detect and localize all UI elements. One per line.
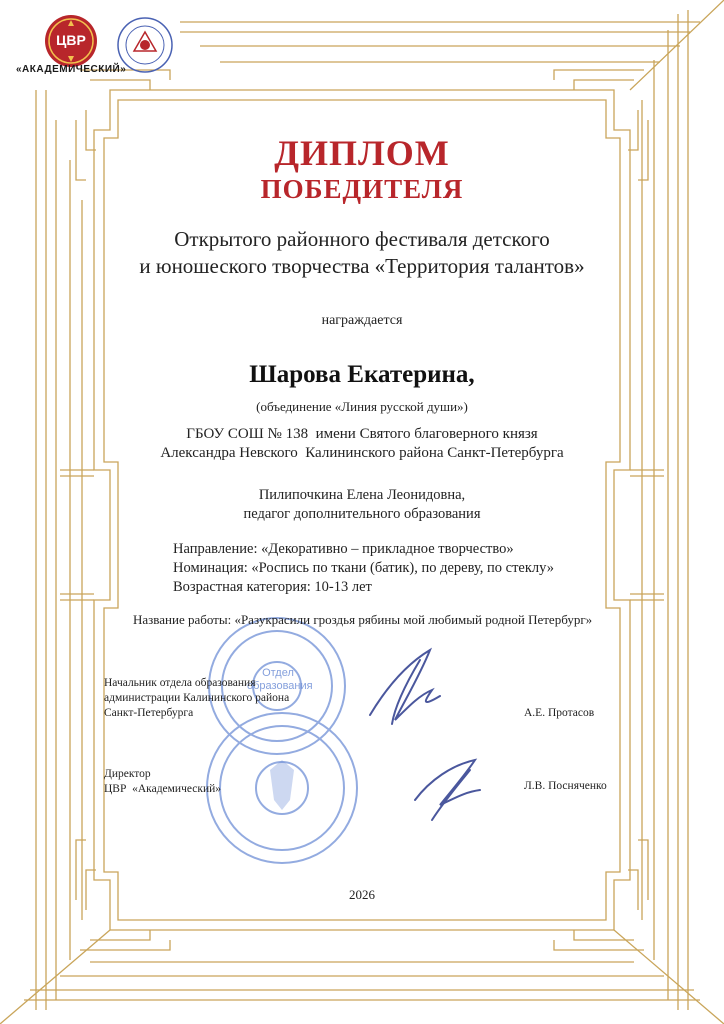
- teacher-name: Пилипочкина Елена Леонидовна,: [258, 487, 466, 503]
- logo-caption: «АКАДЕМИЧЕСКИЙ»: [16, 64, 127, 75]
- year: 2026: [349, 887, 375, 902]
- recipient-association: (объединение «Линия русской души»): [256, 399, 468, 414]
- school-info: [0, 425, 724, 463]
- signatory-2-line-2: ЦВР «Академический»: [104, 783, 222, 795]
- competition-details: [173, 540, 554, 597]
- signatory-1-line-3: Санкт-Петербурга: [104, 707, 194, 719]
- signatory-2-name: Л.В. Посняченко: [524, 780, 607, 792]
- school-line-1: ГБОУ СОШ № 138 имени Святого благоверного князя: [186, 426, 538, 442]
- direction: Направление: «Декоративно – прикладное творчество»: [173, 541, 514, 557]
- signatory-1-title: [104, 676, 289, 721]
- diploma-title: ДИПЛОМ: [274, 133, 450, 173]
- work-title: Название работы: «Разукрасили гроздья рябины мой любимый родной Петербург»: [133, 612, 593, 627]
- school-line-2: Александра Невского Калининского района Санкт-Петербурга: [160, 445, 564, 461]
- cvr-logo-text: ЦВР: [56, 32, 86, 48]
- recipient-name: Шарова Екатерина,: [249, 361, 475, 388]
- cvr-logo: [44, 14, 98, 68]
- age-category: Возрастная категория: 10-13 лет: [173, 579, 372, 595]
- festival-name: [0, 226, 724, 280]
- festival-line-2: и юношеского творчества «Территория талантов»: [139, 254, 585, 278]
- signatory-2-title: [104, 767, 221, 797]
- stamp-line-1: Отдел: [262, 667, 294, 679]
- diploma-subtitle: ПОБЕДИТЕЛЯ: [260, 174, 464, 204]
- teacher-position: педагог дополнительного образования: [243, 506, 481, 522]
- stamp-line-2: образования: [247, 680, 313, 692]
- signatory-1-line-2: администрации Калининского района: [104, 692, 290, 704]
- nomination: Номинация: «Роспись по ткани (батик), по дереву, по стеклу»: [173, 560, 554, 576]
- signatory-1-name: А.Е. Протасов: [524, 707, 595, 719]
- signatory-1-line-1: Начальник отдела образования: [104, 677, 256, 689]
- signatory-2-line-1: Директор: [104, 768, 151, 780]
- awarded-label: награждается: [321, 313, 403, 328]
- teacher-info: [0, 486, 724, 524]
- festival-line-1: Открытого районного фестиваля детского: [174, 227, 550, 251]
- festival-emblem: [116, 16, 174, 74]
